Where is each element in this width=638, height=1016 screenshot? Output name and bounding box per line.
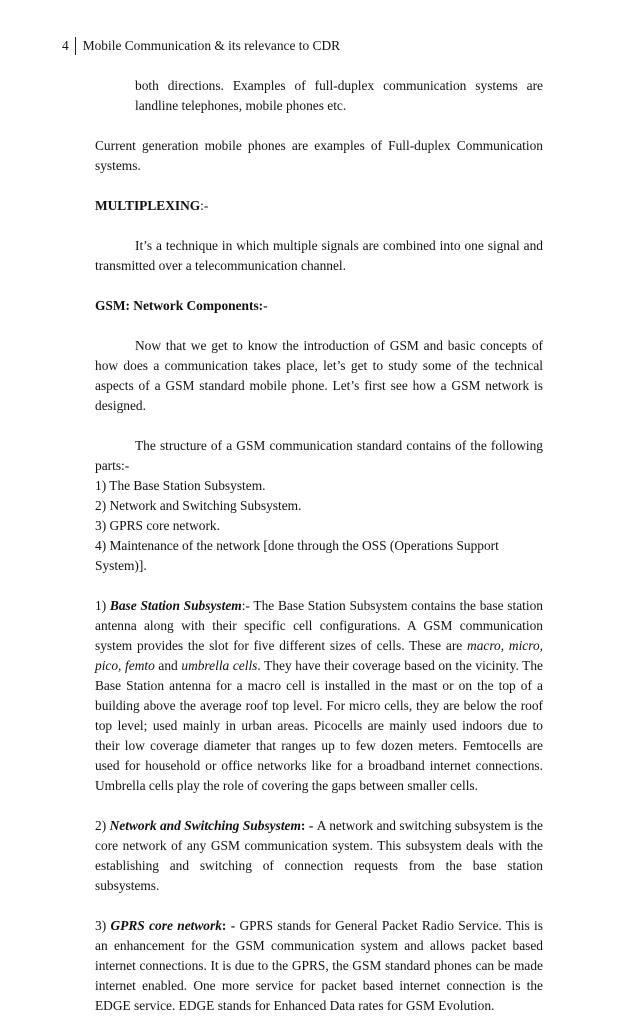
nss-sep: : - [300,818,317,833]
paragraph-network-switching-subsystem [95,816,543,896]
nss-text: A network and switching subsystem is the core network of any GSM communication system. This subsystem deals with the establishing and switching of connection requests from the base station subsystems. [95,818,543,893]
paragraph-structure: The structure of a GSM communication standard contains of the following parts:- [95,438,543,473]
bss-umbrella-cells: umbrella cells [181,658,258,673]
page-number: 4 [62,38,69,53]
paragraph-gprs-core-network [95,916,543,1016]
list-item: 3) GPRS core network. [95,518,220,533]
parts-list [95,476,543,576]
bss-text-b: and [154,658,182,673]
header-divider [75,37,76,55]
heading-multiplexing-suffix: :- [200,198,209,213]
gprs-text: GPRS stands for General Packet Radio Service. This is an enhancement for the GSM communication system and allows packet based internet connections. It is due to the GPRS, the GSM standard phones can be made internet enabled. One more service for packet based internet connection is the EDGE service. EDGE stands for Enhanced Data rates for GSM Evolution. [95,918,543,1013]
heading-multiplexing-text: MULTIPLEXING [95,198,201,213]
paragraph-gsm-intro: Now that we get to know the introduction of GSM and basic concepts of how does a communication takes place, let’s get to study some of the technical aspects of a GSM standard mobile phone. Let’s first see how a GSM network is designed. [95,338,543,413]
nss-prefix: 2) [95,818,110,833]
bss-sep: :- [241,598,254,613]
bss-text-c: . They have their coverage based on the vicinity. The Base Station antenna for a macro cell is installed in the mast or on the top of a building above the average roof top level. For micro cells, they are below the roof top level; used mainly in urban areas. Picocells are mainly used indoors due to their low coverage diameter that ranges up to few dozen meters. Femtocells are used for household or office networks like for a broadband internet connections. Umbrella cells play the role of covering the gaps between smaller cells. [95,658,544,793]
page-header [62,36,340,56]
gprs-sep: : - [221,918,240,933]
list-item: 4) Maintenance of the network [done through the OSS (Operations Support System)]. [95,538,499,573]
bss-term: Base Station Subsystem [109,598,242,613]
paragraph-continuation: both directions. Examples of full-duplex communication systems are landline telephones, mobile phones etc. [135,78,543,113]
paragraph-base-station-subsystem [95,596,543,796]
running-title: Mobile Communication & its relevance to CDR [82,38,341,53]
bss-prefix: 1) [95,598,110,613]
heading-multiplexing [95,196,543,216]
page-body [95,76,543,1016]
list-item: 2) Network and Switching Subsystem. [95,498,302,513]
bss-cell-types: macro, micro, pico, femto [95,638,543,673]
gprs-term: GPRS core network [110,918,222,933]
paragraph-multiplexing: It’s a technique in which multiple signals are combined into one signal and transmitted over a telecommunication channel. [95,238,543,273]
gprs-prefix: 3) [95,918,111,933]
nss-term: Network and Switching Subsystem [109,818,301,833]
heading-gsm-components: GSM: Network Components:- [95,298,268,313]
paragraph-current-generation: Current generation mobile phones are examples of Full-duplex Communication systems. [95,138,543,173]
bss-text-a: The Base Station Subsystem contains the base station antenna along with their specific cell configurations. A GSM communication system provides the slot for five different sizes of cells. These are [95,598,543,653]
list-item: 1) The Base Station Subsystem. [95,478,266,493]
